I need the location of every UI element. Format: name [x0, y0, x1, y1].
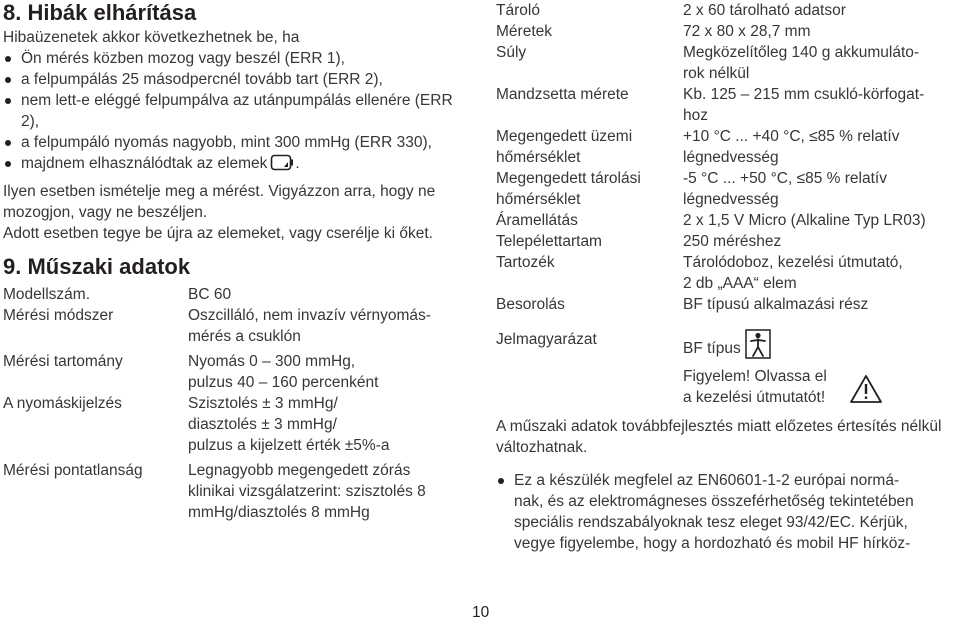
bf-type-person-icon — [745, 329, 771, 359]
spec-value: Kb. 125 – 215 mm csukló-körfogat- hoz — [683, 86, 925, 124]
ce-note-item: Ez a készülék megfelel az EN60601-1-2 európai normá- nak, és az elektromágneses összeférhetőség tekintetében speciális rendszabályoknak tesz eleget 93/42/EC. Kérjük, vegye figyelembe, hogy a hordozható és mobil HF hírköz- — [496, 470, 958, 554]
spec-label: Telepélettartam — [496, 233, 602, 250]
legend-warning — [683, 366, 958, 408]
spec-label: Mérési pontatlanság — [3, 462, 143, 479]
spec-label: Súly — [496, 44, 527, 61]
spec-change-note: A műszaki adatok továbbfejlesztés miatt előzetes értesítés nélkül változhatnak. — [496, 418, 942, 456]
legend-bf-text: BF típus — [683, 340, 741, 357]
legend-spacer — [496, 359, 683, 408]
spec-value: 2 x 1,5 V Micro (Alkaline Typ LR03) — [683, 212, 926, 229]
spec-label: Mérési tartomány — [3, 353, 123, 370]
spec-label: Megengedett tárolási hőmérséklet — [496, 170, 641, 208]
right-column — [496, 0, 958, 554]
spec-table-right — [496, 0, 958, 408]
spec-label: Mandzsetta mérete — [496, 86, 629, 103]
spec-label: Besorolás — [496, 296, 565, 313]
left-column — [3, 0, 471, 523]
legend-bf — [683, 329, 958, 359]
spec-value: 2 x 60 tárolható adatsor — [683, 2, 846, 19]
spec-value: Nyomás 0 – 300 mmHg, pulzus 40 – 160 percenként — [188, 353, 379, 391]
error-cause-item: Ön mérés közben mozog vagy beszél (ERR 1), — [3, 48, 471, 69]
battery-low-icon — [270, 154, 294, 171]
advice-batteries: Adott esetben tegye be újra az elemeket, vagy cserélje ki őket. — [3, 225, 433, 242]
spec-label: Áramellátás — [496, 212, 578, 229]
spec-value: Szisztolés ± 3 mmHg/ diasztolés ± 3 mmHg/ pulzus a kijelzett érték ±5%-a — [188, 395, 390, 454]
spec-label: Tároló — [496, 2, 540, 19]
spec-table-left — [3, 284, 471, 523]
error-cause-item-battery — [3, 153, 471, 174]
warning-triangle-icon — [849, 374, 883, 404]
battery-bullet-text: majdnem elhasználódtak az elemek — [21, 155, 268, 172]
advice-repeat: Ilyen esetben ismételje meg a mérést. Vigyázzon arra, hogy ne mozogjon, vagy ne beszéljen. — [3, 183, 436, 221]
spec-value: BF típusú alkalmazási rész — [683, 296, 869, 313]
spec-value: 250 méréshez — [683, 233, 782, 250]
spec-value: Legnagyobb megengedett zórás klinikai vizsgálatzerint: szisztolés 8 mmHg/diasztolés 8 mmHg — [188, 462, 426, 521]
spec-value: -5 °C ... +50 °C, ≤85 % relatív légnedvesség — [683, 170, 887, 208]
error-cause-item: a felpumpáló nyomás nagyobb, mint 300 mmHg (ERR 330), — [3, 132, 471, 153]
spec-value: 72 x 80 x 28,7 mm — [683, 23, 811, 40]
spec-label: Megengedett üzemi hőmérséklet — [496, 128, 633, 166]
error-cause-list — [3, 48, 471, 174]
error-cause-item: nem lett-e eléggé felpumpálva az utánpumpálás ellenére (ERR 2), — [3, 90, 471, 132]
troubleshooting-intro: Hibaüzenetek akkor következhetnek be, ha — [3, 29, 300, 46]
page-number: 10 — [472, 604, 490, 621]
legend-warning-text: Figyelem! Olvassa el a kezelési útmutatót! — [683, 368, 827, 406]
spec-value: +10 °C ... +40 °C, ≤85 % relatív légnedvesség — [683, 128, 900, 166]
spec-value: Oszcilláló, nem invazív vérnyomás- mérés a csuklón — [188, 307, 431, 345]
spec-value: BC 60 — [188, 286, 232, 303]
spec-label: Modellszám. — [3, 286, 90, 303]
spec-label: A nyomáskijelzés — [3, 395, 122, 412]
ce-note-list — [496, 470, 958, 554]
specs-title: 9. Műszaki adatok — [3, 254, 191, 279]
legend-label: Jelmagyarázat — [496, 331, 597, 348]
spec-value: Tárolódoboz, kezelési útmutató, 2 db „AAA“ elem — [683, 254, 903, 292]
spec-label: Méretek — [496, 23, 552, 40]
troubleshooting-title: 8. Hibák elhárítása — [3, 0, 197, 25]
battery-bullet-end: . — [295, 155, 300, 172]
spec-value: Megközelítőleg 140 g akkumuláto- rok nélkül — [683, 44, 920, 82]
spec-label: Tartozék — [496, 254, 555, 271]
error-cause-item: a felpumpálás 25 másodpercnél tovább tart (ERR 2), — [3, 69, 471, 90]
spec-label: Mérési módszer — [3, 307, 114, 324]
